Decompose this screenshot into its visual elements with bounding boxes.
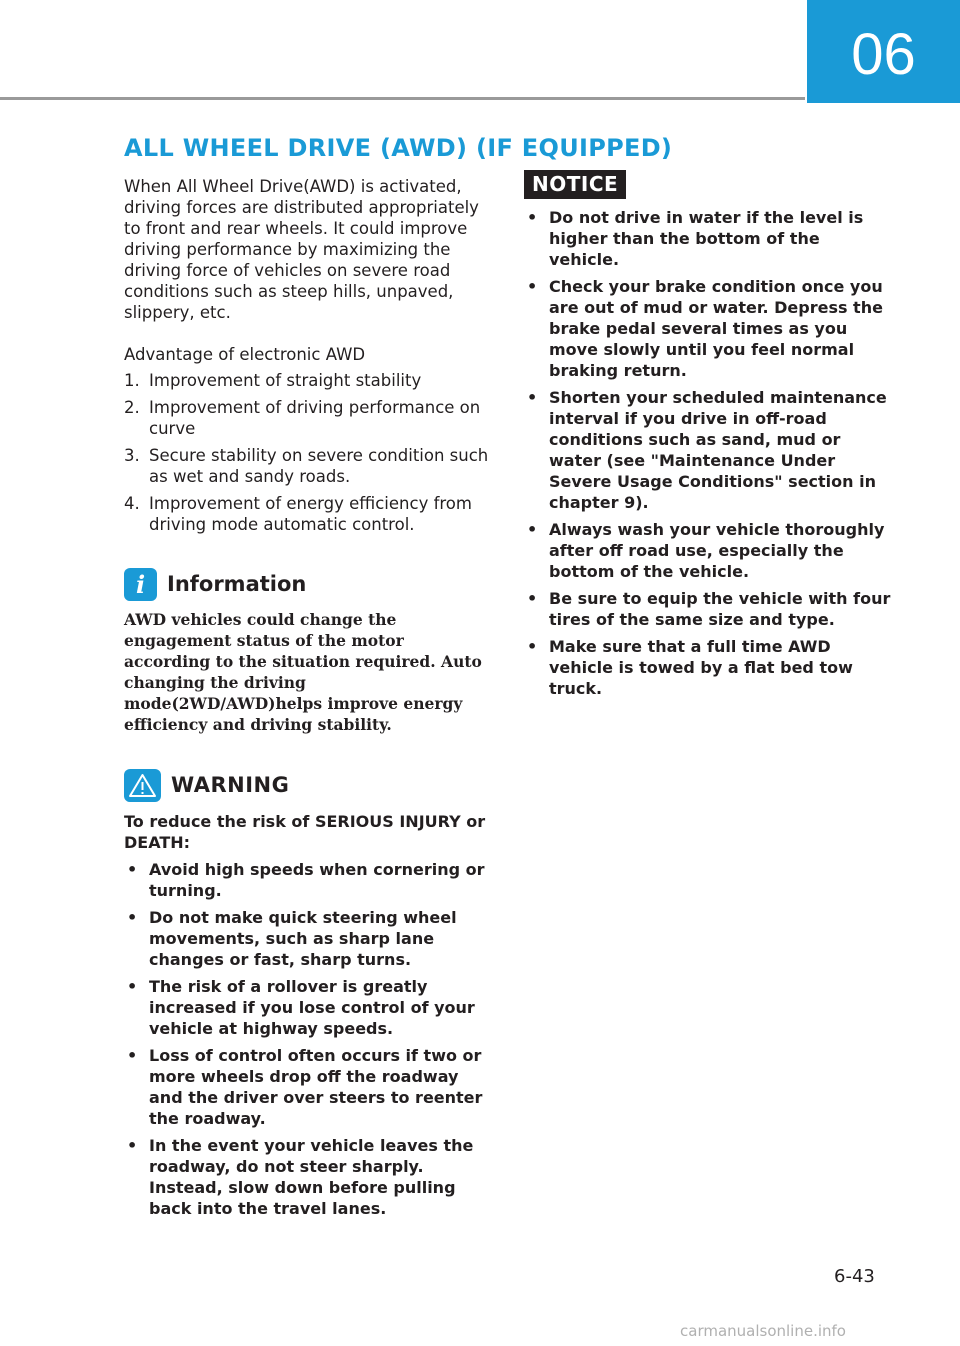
list-item: [124, 976, 490, 1039]
list-number: 4.: [124, 494, 140, 513]
list-item: [124, 907, 490, 970]
intro-paragraph: When All Wheel Drive(AWD) is activated, driving forces are distributed appropriately to front and rear wheels. It could improve driving performance by maximizing the driving force of vehicles on severe road conditions such as steep hills, unpaved, slippery, etc.: [124, 177, 479, 322]
advantages-list: [124, 370, 490, 535]
list-item: [524, 207, 894, 270]
section-title: ALL WHEEL DRIVE (AWD) (IF EQUIPPED): [124, 134, 673, 162]
warning-intro: To reduce the risk of SERIOUS INJURY or DEATH:: [124, 812, 486, 852]
warning-icon: [124, 769, 161, 802]
list-item: [124, 1135, 490, 1219]
list-text: Make sure that a full time AWD vehicle is towed by a flat bed tow truck.: [549, 637, 853, 698]
chapter-tab: [807, 0, 960, 103]
list-text: Do not drive in water if the level is higher than the bottom of the vehicle.: [549, 208, 864, 269]
bullet-glyph: •: [127, 860, 138, 879]
information-title: Information: [167, 572, 307, 596]
list-text: Improvement of energy efficiency from driving mode automatic control.: [149, 494, 472, 534]
bullet-glyph: •: [527, 388, 538, 407]
bullet-glyph: •: [127, 1046, 138, 1065]
list-text: Improvement of driving performance on curve: [149, 398, 481, 438]
warning-title: WARNING: [171, 773, 290, 797]
list-text: Secure stability on severe condition such as wet and sandy roads.: [149, 446, 489, 486]
information-header: [124, 565, 490, 603]
list-item: [124, 1045, 490, 1129]
page-number: 6-43: [834, 1266, 875, 1287]
list-item: [524, 276, 894, 381]
bullet-glyph: •: [527, 277, 538, 296]
bullet-glyph: •: [527, 208, 538, 227]
list-text: Be sure to equip the vehicle with four tires of the same size and type.: [549, 589, 891, 629]
list-text: Shorten your scheduled maintenance interval if you drive in off-road conditions such as sand, mud or water (see "Maintenance Under Severe Usage Conditions" section in chapter 9).: [549, 388, 887, 512]
list-item: [124, 859, 490, 901]
warning-list: [124, 859, 490, 1219]
list-item: [524, 519, 894, 582]
bullet-glyph: •: [527, 637, 538, 656]
left-column: [124, 176, 490, 1225]
notice-list: [524, 207, 894, 699]
list-item: [124, 493, 490, 535]
list-text: Improvement of straight stability: [149, 371, 422, 390]
list-text: Do not make quick steering wheel movements, such as sharp lane changes or fast, sharp turns.: [149, 908, 457, 969]
information-body: AWD vehicles could change the engagement status of the motor according to the situation required. Auto changing the driving mode(2WD/AWD)helps improve energy efficiency and driving stability.: [124, 610, 482, 734]
list-text: In the event your vehicle leaves the roadway, do not steer sharply. Instead, slow down before pulling back into the travel lanes.: [149, 1136, 474, 1218]
list-number: 2.: [124, 398, 140, 417]
bullet-glyph: •: [127, 1136, 138, 1155]
list-item: [524, 588, 894, 630]
list-text: Avoid high speeds when cornering or turning.: [149, 860, 485, 900]
list-item: [124, 370, 490, 391]
info-icon: i: [124, 568, 157, 601]
list-item: [124, 397, 490, 439]
advantages-heading: Advantage of electronic AWD: [124, 345, 366, 364]
bullet-glyph: •: [127, 977, 138, 996]
bullet-glyph: •: [527, 589, 538, 608]
header-rule: [0, 97, 805, 100]
list-text: Always wash your vehicle thoroughly after off road use, especially the bottom of the vehicle.: [549, 520, 885, 581]
chapter-number: 06: [851, 22, 916, 87]
warning-header: [124, 765, 490, 805]
right-column: [524, 170, 894, 705]
list-text: Loss of control often occurs if two or more wheels drop off the roadway and the driver over steers to reenter the roadway.: [149, 1046, 483, 1128]
list-item: [524, 636, 894, 699]
list-number: 3.: [124, 446, 140, 465]
bullet-glyph: •: [527, 520, 538, 539]
notice-badge: NOTICE: [524, 170, 626, 199]
list-item: [124, 445, 490, 487]
list-item: [524, 387, 894, 513]
list-text: Check your brake condition once you are out of mud or water. Depress the brake pedal several times as you move slowly until you feel normal braking return.: [549, 277, 883, 380]
list-number: 1.: [124, 371, 140, 390]
list-text: The risk of a rollover is greatly increased if you lose control of your vehicle at highway speeds.: [149, 977, 475, 1038]
watermark: carmanualsonline.info: [680, 1322, 846, 1340]
bullet-glyph: •: [127, 908, 138, 927]
